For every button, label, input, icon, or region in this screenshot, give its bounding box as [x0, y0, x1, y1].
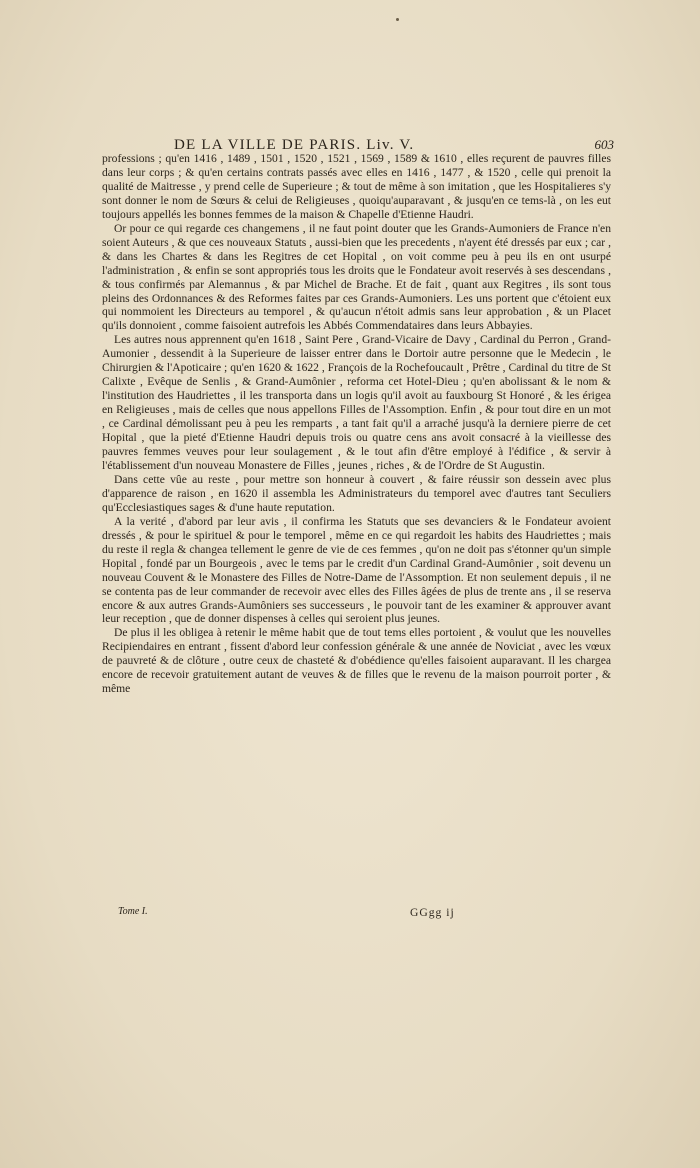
page-number: 603 [594, 137, 614, 152]
tome-label: Tome I. [118, 906, 148, 917]
paragraph: professions ; qu'en 1416 , 1489 , 1501 , 1520 , 1521 , 1569 , 1589 & 1610 , elles reçurent de pauvres filles dans leur corps ; & qu'en certains contrats passés avec elles en 1416 , 1477 , & 1520 , celle qui prenoit la qualité de Maitresse , y prend celle de Superieure ; & tout de même à son imitation , que les Hospitalieres s'y sont donner le nom de Sœurs & celui de Religieuses , quoiqu'auparavant , & jusqu'en ce tems-là , on les eut toujours appellés les bonnes femmes de la maison & Chapelle d'Etienne Haudri. [102, 152, 611, 221]
paragraph: Dans cette vûe au reste , pour mettre son honneur à couvert , & faire réussir son dessein avec plus d'apparence de raison , en 1620 il assembla les Administrateurs du temporel avec d'autres tant Seculiers qu'Ecclesiastiques sages & d'une haute reputation. [102, 472, 611, 514]
ink-speck [396, 18, 399, 21]
page-footer [118, 906, 498, 922]
running-title: DE LA VILLE DE PARIS. Liv. V. [174, 137, 415, 153]
paragraph: A la verité , d'abord par leur avis , il confirma les Statuts que ses devanciers & le Fondateur avoient dressés , & pour le spirituel & pour le temporel , même en ce qui regardoit les habits des Haudriettes ; mais du reste il regla & changea tellement le genre de vie de ces femmes , qu'on ne doit pas s'étonner qu'un simple Hopital , fondé par un Bourgeois , avec le tems par le credit d'un Cardinal Grand-Aumônier , soit devenu un nouveau Couvent & le Monastere des Filles de Notre-Dame de l'Assomption. Et non seulement depuis , il ne se contenta pas de leur commander de recevoir avec elles des Filles âgées de plus de trente ans , il se reserva encore & aux autres Grands-Aumôniers ses successeurs , le pouvoir tant de les examiner & approuver avant leur reception , que de donner dispenses à celles qui seroient plus jeunes. [102, 514, 611, 626]
signature-mark: GGgg ij [410, 906, 455, 919]
paragraph: De plus il les obligea à retenir le même habit que de tout tems elles portoient , & voulut que les nouvelles Recipiendaires en entrant , fissent d'abord leur confession générale & une année de Noviciat , avec les vœux de pauvreté & de clôture , outre ceux de chasteté & d'obédience qu'elles faisoient auparavant. Il les chargea encore de recevoir gratuitement autant de veuves & de filles que le revenu de la maison pourroit porter , & même [102, 626, 611, 696]
paragraph: Les autres nous apprennent qu'en 1618 , Saint Pere , Grand-Vicaire de Davy , Cardinal du Perron , Grand-Aumonier , dessendit à la Superieure de laisser entrer dans le Dortoir autre personne que le Medecin , le Chirurgien & l'Apoticaire ; qu'en 1620 & 1622 , François de la Rochefoucault , Prêtre , Cardinal du titre de St Calixte , Evêque de Senlis , & Grand-Aumônier , reforma cet Hotel-Dieu ; qu'en abolissant & le nom & l'institution des Haudriettes , il les transporta dans un logis qu'il avoit au fauxbourg St Honoré , & les érigea en Religieuses , mais de celles que nous appellons Filles de l'Assomption. Enfin , & pour tout dire en un mot , ce Cardinal démolissant peu à peu les remparts , a tant fait qu'il a arraché jusqu'à la derniere pierre de cet Hopital , que la pieté d'Etienne Haudri depuis trois ou quatre cens ans avoit consacré à la vieillesse des pauvres femmes veuves pour leur soulagement , & le tout afin d'être employé à l'édifice , & servir à l'établissement d'un nouveau Monastere de Filles , jeunes , riches , & de l'Ordre de St Augustin. [102, 333, 611, 472]
paragraph: Or pour ce qui regarde ces changemens , il ne faut point douter que les Grands-Aumoniers de France n'en soient Auteurs , & que ces nouveaux Statuts , aussi-bien que les precedents , n'ayent été dressés par eux ; car , & dans les Chartes & dans les Regitres de cet Hopital , on voit comme peu à peu ils en ont usurpé l'administration , & enfin se sont appropriés tous les droits que le Fondateur avoit reservés à ses descendans , & tous confirmés par Alemannus , & par Michel de Brache. Et de fait , quant aux Regitres , ils sont tous pleins des Ordonnances & des Reformes faites par ces Grands-Aumoniers. Les uns portent que c'étoient eux qui nommoient les Directeurs au temporel , & qu'aucun n'étoit admis sans leur approbation , & un Placet qu'ils donnoient , comme faisoient autrefois les Abbés Commendataires dans leurs Abbayies. [102, 221, 611, 333]
body-text [102, 152, 611, 696]
